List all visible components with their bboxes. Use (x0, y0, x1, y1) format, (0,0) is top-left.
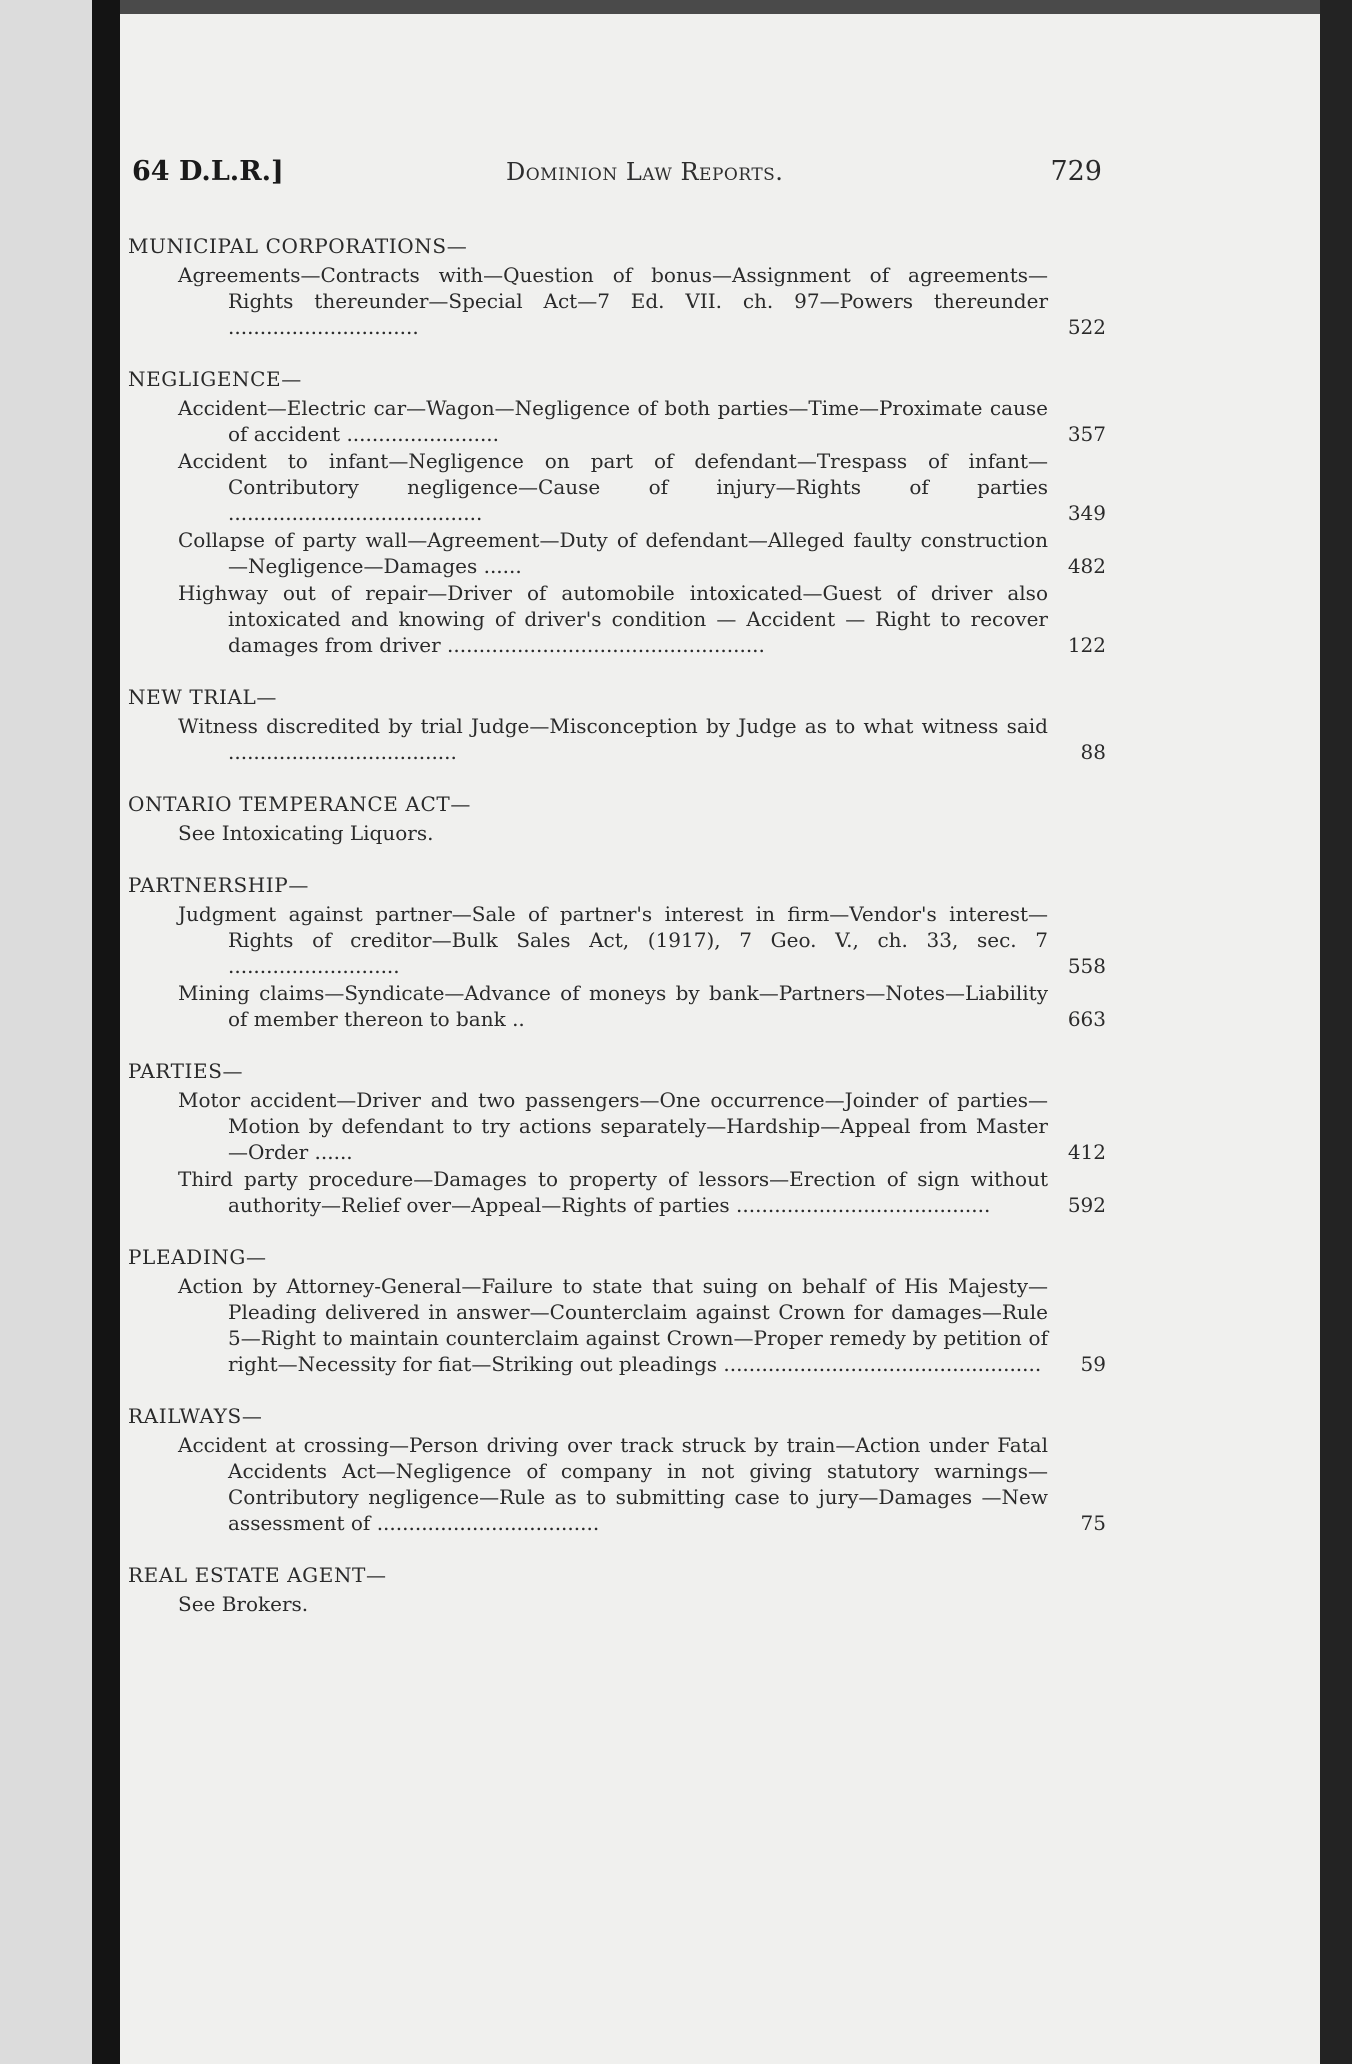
entry-text: Accident to infant—Negligence on part of defendant—Trespass of infant—Contributory negligence—Cause of injury—Rights of parties ........................................ (178, 449, 1048, 525)
entry-text: Witness discredited by trial Judge—Misconception by Judge as to what witness said .................................... (178, 714, 1048, 764)
entry-text: Collapse of party wall—Agreement—Duty of defendant—Alleged faulty construction—Negligence—Damages ...... (178, 528, 1048, 578)
running-title: Dominion Law Reports. (506, 158, 784, 186)
index-section (128, 1403, 1106, 1536)
index-entry (128, 395, 1106, 447)
entry-page-ref: 412 (1067, 1140, 1106, 1164)
section-heading: REAL ESTATE AGENT— (128, 1563, 387, 1587)
cross-reference: See Intoxicating Liquors. (178, 821, 434, 845)
index-entry (128, 980, 1106, 1032)
index-section (128, 1562, 1106, 1617)
entry-page-ref: 59 (1080, 1352, 1106, 1376)
index-section (128, 1058, 1106, 1218)
index-entry (128, 262, 1106, 340)
entry-text: Accident—Electric car—Wagon—Negligence of both parties—Time—Proximate cause of accident ........................ (178, 396, 1048, 446)
section-heading: MUNICIPAL CORPORATIONS— (128, 234, 468, 258)
page-number: 729 (1050, 156, 1102, 187)
entry-text: Agreements—Contracts with—Question of bonus—Assignment of agreements—Rights thereunder—Special Act—7 Ed. VII. ch. 97—Powers thereunder .............................. (178, 263, 1048, 339)
index-entry (128, 713, 1106, 765)
entry-page-ref: 482 (1067, 554, 1106, 578)
volume-reference: 64 D.L.R.] (132, 156, 284, 187)
section-heading: ONTARIO TEMPERANCE ACT— (128, 792, 471, 816)
entry-page-ref: 663 (1067, 1007, 1106, 1031)
index-entry (128, 1432, 1106, 1536)
entry-page-ref: 122 (1067, 633, 1106, 657)
index-section (128, 233, 1106, 340)
entry-page-ref: 349 (1067, 501, 1106, 525)
section-heading: PARTNERSHIP— (128, 873, 309, 897)
entry-text: Mining claims—Syndicate—Advance of moneys by bank—Partners—Notes—Liability of member thereon to bank .. (178, 981, 1048, 1031)
entry-text: Judgment against partner—Sale of partner's interest in firm—Vendor's interest—Rights of creditor—Bulk Sales Act, (1917), 7 Geo. V., ch. 33, sec. 7 ........................... (178, 902, 1048, 978)
index-section (128, 366, 1106, 658)
entry-text: Third party procedure—Damages to property of lessors—Erection of sign without authority—Relief over—Appeal—Rights of parties ........................................ (178, 1167, 1048, 1217)
section-heading: PARTIES— (128, 1059, 244, 1083)
index-section (128, 684, 1106, 765)
facing-page-margin (0, 0, 92, 2064)
index-section (128, 872, 1106, 1032)
entry-page-ref: 88 (1080, 740, 1106, 764)
index-entry (128, 1087, 1106, 1165)
entry-text: Accident at crossing—Person driving over track struck by train—Action under Fatal Accidents Act—Negligence of company in not giving statutory warnings—Contributory negligence—Rule as to submitting case to jury—Damages —New assessment of ................................... (178, 1433, 1048, 1535)
index-content (128, 233, 1106, 1643)
index-section (128, 791, 1106, 846)
entry-text: Motor accident—Driver and two passengers—One occurrence—Joinder of parties—Motion by defendant to try actions separately—Hardship—Appeal from Master—Order ...... (178, 1088, 1048, 1164)
scan-top-shadow (0, 0, 1352, 14)
entry-page-ref: 75 (1080, 1511, 1106, 1535)
cross-reference: See Brokers. (178, 1592, 309, 1616)
index-entry (128, 527, 1106, 579)
section-heading: RAILWAYS— (128, 1404, 263, 1428)
book-binding-gutter (92, 0, 120, 2064)
section-heading: NEGLIGENCE— (128, 367, 302, 391)
index-entry (128, 1273, 1106, 1377)
entry-page-ref: 558 (1067, 954, 1106, 978)
running-header (132, 156, 1102, 206)
entry-page-ref: 522 (1067, 315, 1106, 339)
index-section (128, 1244, 1106, 1377)
entry-page-ref: 592 (1067, 1193, 1106, 1217)
index-entry (128, 448, 1106, 526)
index-entry (128, 901, 1106, 979)
entry-text: Action by Attorney-General—Failure to state that suing on behalf of His Majesty—Pleading delivered in answer—Counterclaim against Crown for damages—Rule 5—Right to maintain counterclaim against Crown—Proper remedy by petition of right—Necessity for fiat—Striking out pleadings .................................................. (178, 1274, 1048, 1376)
index-entry (128, 1166, 1106, 1218)
section-heading: NEW TRIAL— (128, 685, 278, 709)
entry-text: Highway out of repair—Driver of automobile intoxicated—Guest of driver also intoxicated and knowing of driver's condition — Accident — Right to recover damages from driver .................................................. (178, 581, 1048, 657)
scan-right-edge (1320, 0, 1352, 2064)
entry-page-ref: 357 (1067, 422, 1106, 446)
index-entry (128, 580, 1106, 658)
section-heading: PLEADING— (128, 1245, 267, 1269)
